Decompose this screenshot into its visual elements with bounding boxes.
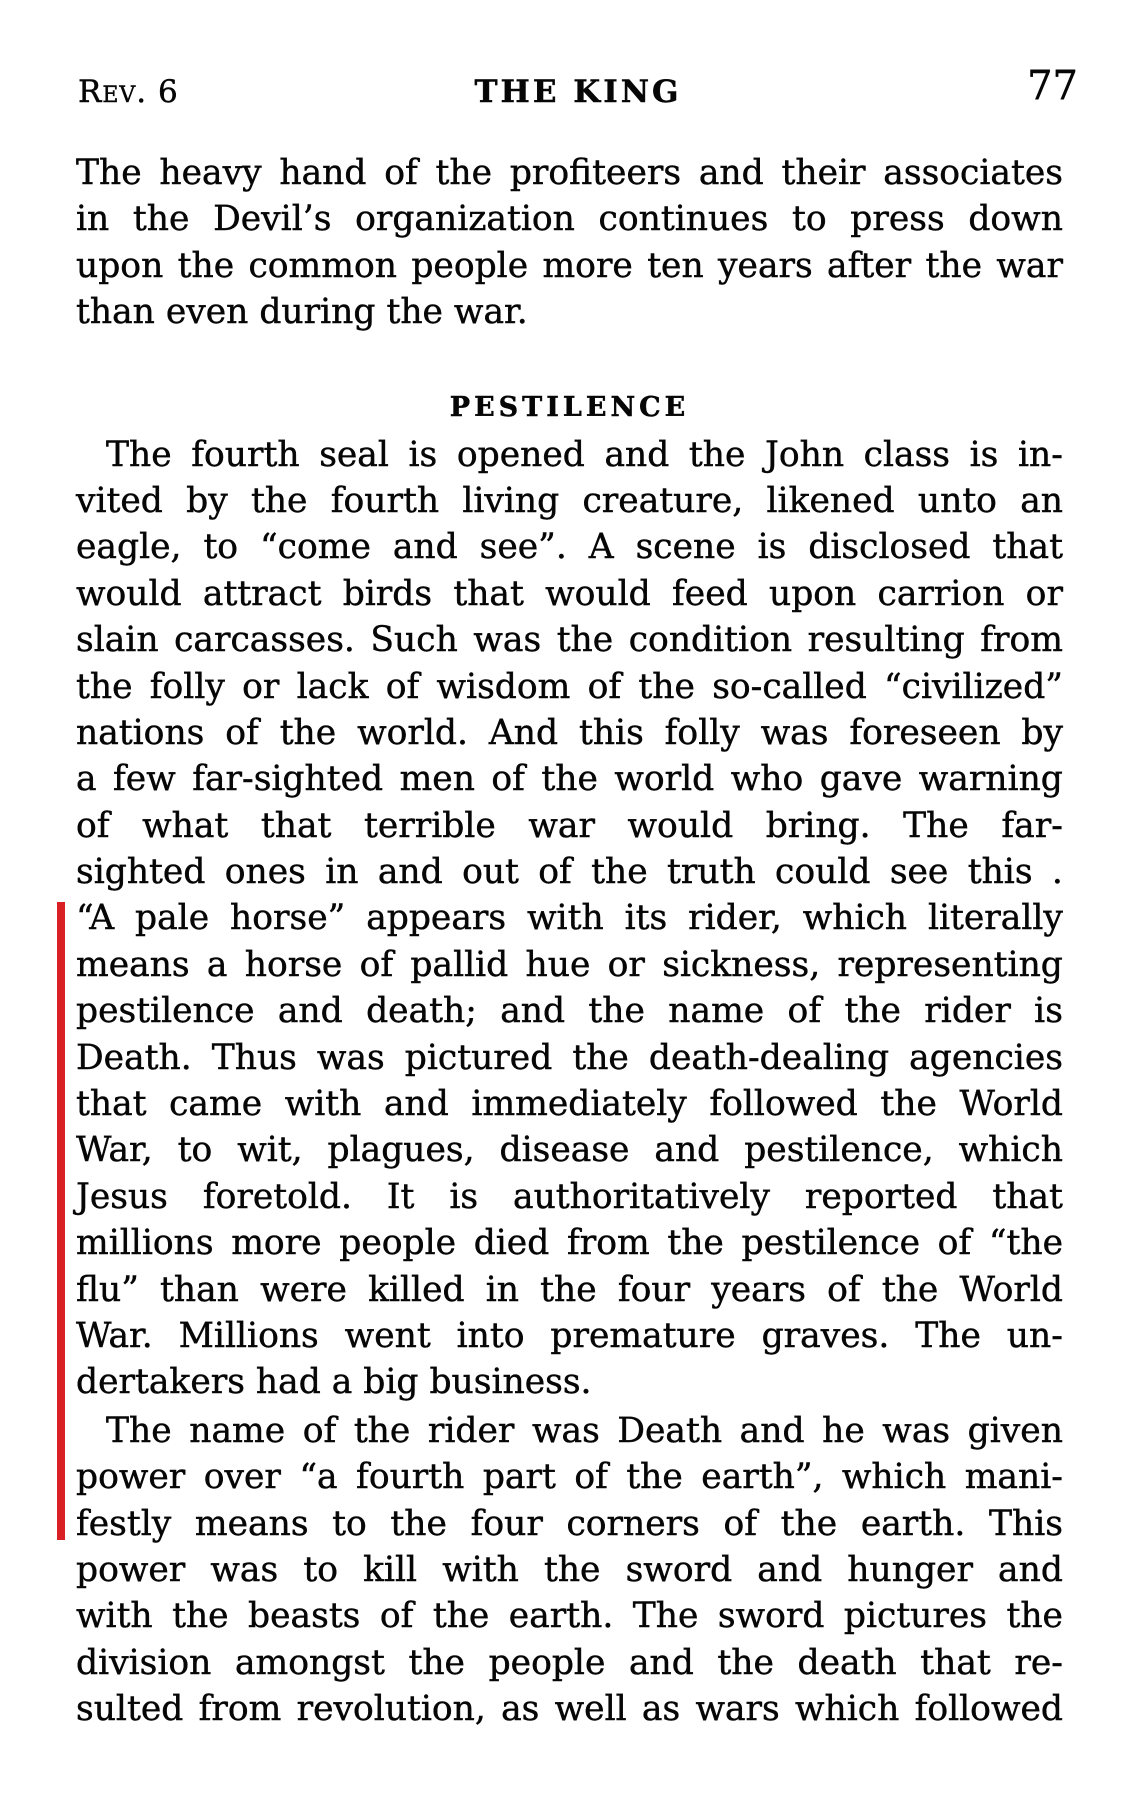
margin-marker-line — [57, 902, 65, 1540]
text-line: that came with and immediately followed the World — [76, 1084, 1063, 1125]
text-line: Jesus foretold. It is authoritatively reported that — [76, 1176, 1063, 1217]
page-number: 77 — [1027, 63, 1078, 109]
text-line: The heavy hand of the profiteers and their associates — [76, 153, 1063, 193]
text-line: nations of the world. And this folly was foreseen by — [76, 712, 1063, 753]
text-line: upon the common people more ten years after the war — [76, 245, 1063, 286]
text-line: with the beasts of the earth. The sword pictures the — [76, 1596, 1063, 1637]
text-line: War. Millions went into premature graves. The un- — [76, 1315, 1063, 1356]
text-line: festly means to the four corners of the earth. This — [76, 1503, 1063, 1544]
text-line: division amongst the people and the death that re- — [76, 1642, 1063, 1683]
page-text — [76, 150, 1063, 1733]
text-line: power over “a fourth part of the earth”, which mani- — [76, 1457, 1063, 1498]
text-line: means a horse of pallid hue or sickness, representing — [76, 944, 1063, 985]
paragraph — [76, 1408, 1063, 1733]
text-line: sulted from revolution, as well as wars which followed — [76, 1689, 1063, 1730]
running-head-scripture-ref: Rev. 6 — [78, 74, 179, 110]
text-line: a few far-sighted men of the world who gave warning — [76, 759, 1063, 800]
text-line: pestilence and death; and the name of the rider is — [76, 991, 1063, 1032]
text-line: Death. Thus was pictured the death-dealing agencies — [76, 1037, 1063, 1078]
running-head-title: THE KING — [474, 74, 682, 110]
text-line: vited by the fourth living creature, likened unto an — [76, 480, 1063, 521]
text-line: The name of the rider was Death and he was given — [106, 1410, 1063, 1451]
paragraph — [76, 432, 1063, 1406]
text-line: “A pale horse” appears with its rider, which literally — [76, 898, 1063, 939]
text-line: of what that terrible war would bring. The far- — [76, 805, 1063, 846]
text-line: dertakers had a big business. — [76, 1362, 592, 1403]
text-line: eagle, to “come and see”. A scene is disclosed that — [76, 527, 1063, 568]
text-line: War, to wit, plagues, disease and pestilence, which — [76, 1130, 1063, 1171]
section-heading: PESTILENCE — [449, 391, 690, 423]
text-line: in the Devil’s organization continues to press down — [76, 199, 1063, 240]
text-line: power was to kill with the sword and hunger and — [76, 1549, 1063, 1590]
text-line: the folly or lack of wisdom of the so-called “civilized” — [76, 666, 1063, 707]
text-line: The fourth seal is opened and the John class is in- — [106, 434, 1063, 475]
text-line: slain carcasses. Such was the condition resulting from — [76, 620, 1063, 661]
text-line: flu” than were killed in the four years of the World — [76, 1269, 1063, 1310]
text-line: sighted ones in and out of the truth could see this . — [76, 852, 1063, 893]
text-line: than even during the war. — [76, 292, 528, 333]
text-line: would attract birds that would feed upon carrion or — [76, 573, 1063, 614]
text-line: millions more people died from the pestilence of “the — [76, 1223, 1063, 1264]
running-head — [78, 63, 1078, 116]
paragraph — [76, 150, 1063, 336]
